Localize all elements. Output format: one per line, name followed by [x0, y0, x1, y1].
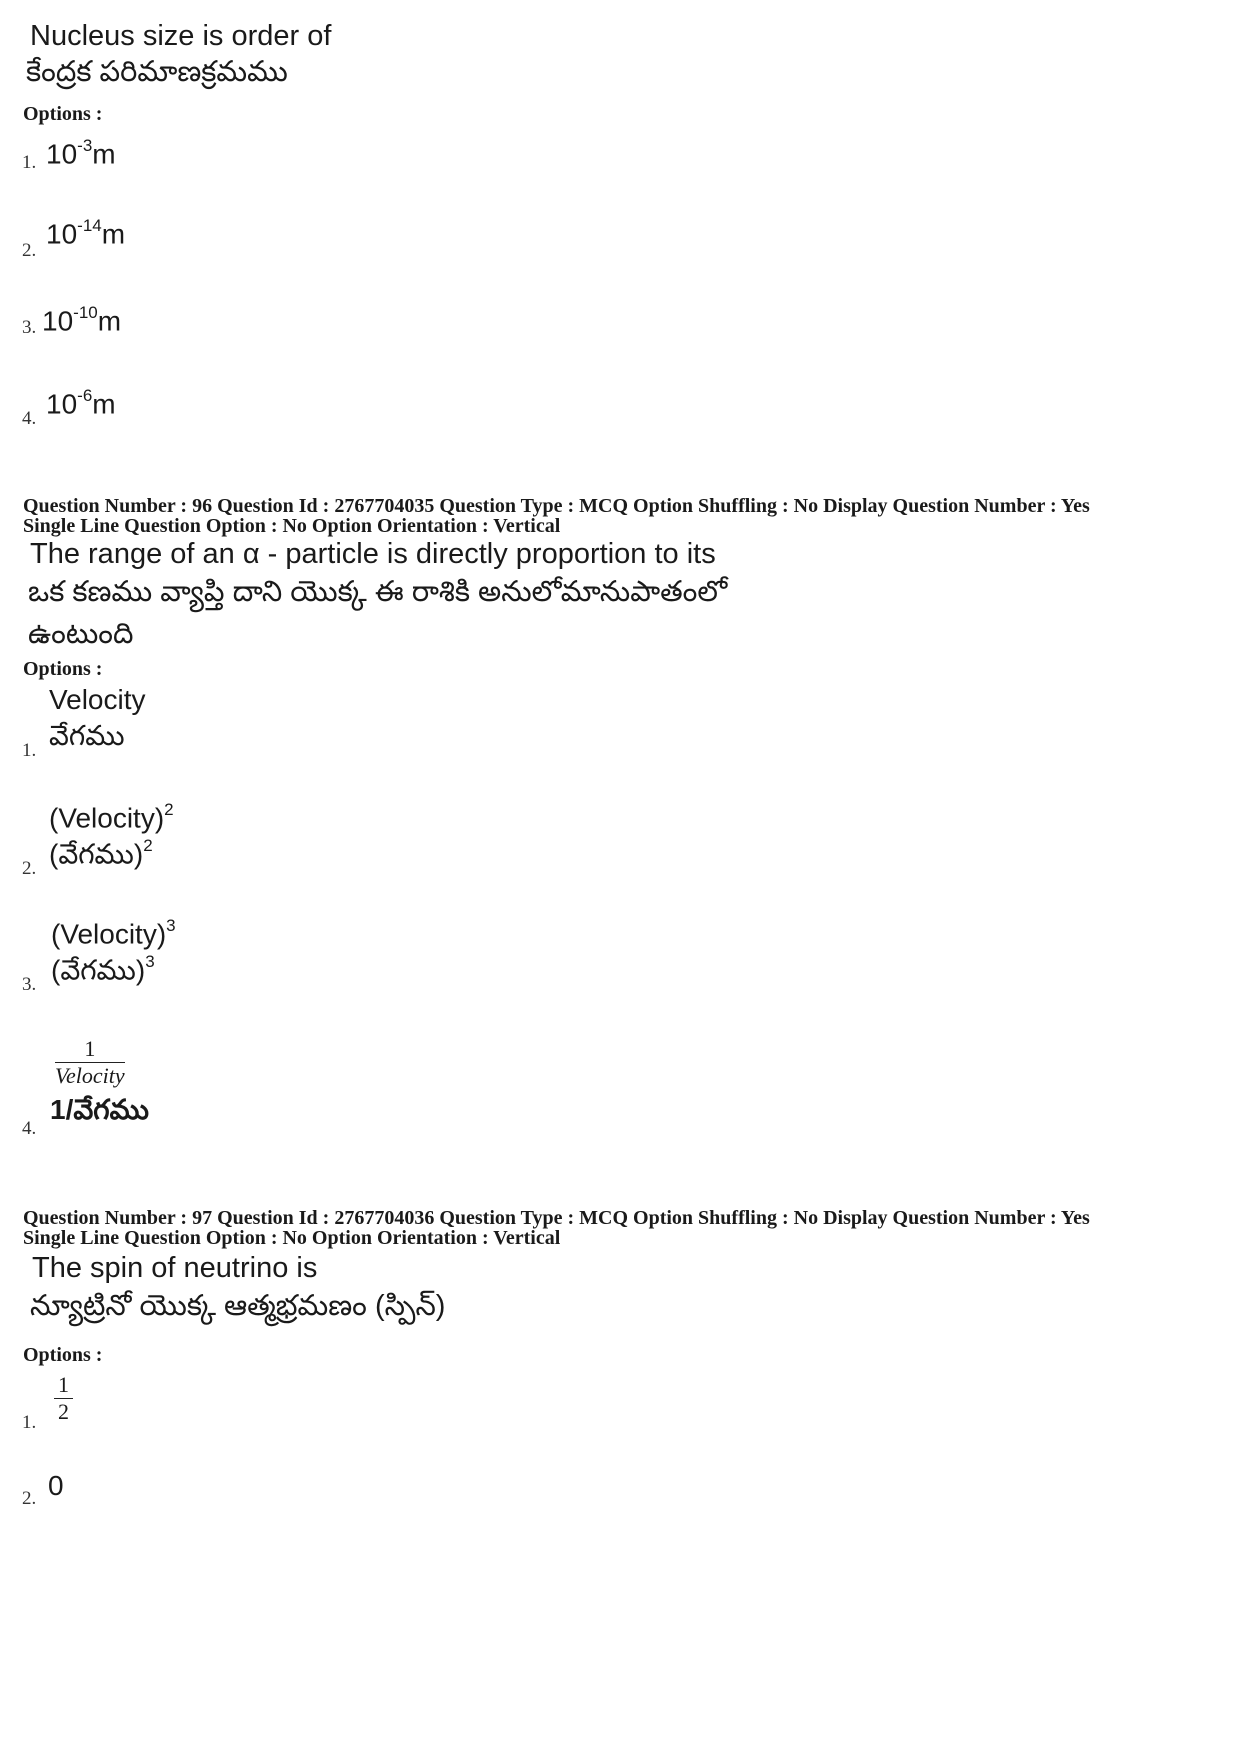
option-value: 0 — [48, 1470, 64, 1501]
option-number: 2. — [22, 858, 37, 879]
option-number: 4. — [22, 1118, 37, 1139]
option-value: $10^{-3}m$ — [46, 136, 116, 170]
option-text-en: (Velocity)$^2$ — [49, 800, 174, 834]
question-text-te: కేంద్రక పరిమాణక్రమము — [26, 56, 288, 88]
option-number: 1. — [22, 152, 37, 173]
option-text-te: 1/వేగము — [50, 1094, 149, 1125]
option-number: 3. — [22, 317, 37, 338]
options-label: Options : — [23, 658, 103, 680]
question-text-en: Nucleus size is order of — [30, 20, 332, 52]
fraction: 1 2 — [54, 1372, 73, 1425]
option-text-te: (వేగము)$^3$ — [51, 952, 155, 986]
options-label: Options : — [23, 1344, 103, 1366]
question-text-te-line1: ఒక కణము వ్యాప్తి దాని యొక్క ఈ రాశికి అనులోమానుపాతంలో — [28, 576, 728, 608]
option-text-en: Velocity — [49, 684, 146, 715]
options-label: Options : — [23, 103, 103, 125]
option-value: $10^{-14}m$ — [46, 216, 126, 250]
option-text-en: (Velocity)$^3$ — [51, 916, 176, 950]
option-value: $10^{-6}m$ — [46, 386, 116, 420]
question-text-te: న్యూట్రినో యొక్క ఆత్మభ్రమణం (స్పిన్) — [30, 1290, 446, 1322]
question-text-en: The range of an α - particle is directly proportion to its — [30, 538, 716, 570]
option-number: 4. — [22, 408, 37, 429]
option-number: 1. — [22, 1412, 37, 1433]
option-number: 3. — [22, 974, 37, 995]
question-meta-line1: Question Number : 96 Question Id : 2767704035 Question Type : MCQ Option Shuffling : No Display Question Number : Yes — [23, 495, 1090, 517]
fraction: 1 Velocity — [55, 1036, 125, 1088]
question-meta-line2: Single Line Question Option : No Option Orientation : Vertical — [23, 1227, 561, 1249]
option-number: 2. — [22, 1488, 37, 1509]
option-number: 1. — [22, 740, 37, 761]
question-meta-line2: Single Line Question Option : No Option Orientation : Vertical — [23, 515, 561, 537]
option-text-te: (వేగము)$^2$ — [49, 836, 153, 870]
option-text-te: వేగము — [49, 720, 125, 751]
option-number: 2. — [22, 240, 37, 261]
question-meta-line1: Question Number : 97 Question Id : 2767704036 Question Type : MCQ Option Shuffling : No Display Question Number : Yes — [23, 1207, 1090, 1229]
question-text-te-line2: ఉంటుంది — [28, 618, 134, 650]
option-value: $10^{-10}m$ — [42, 303, 122, 337]
question-text-en: The spin of neutrino is — [32, 1252, 318, 1284]
